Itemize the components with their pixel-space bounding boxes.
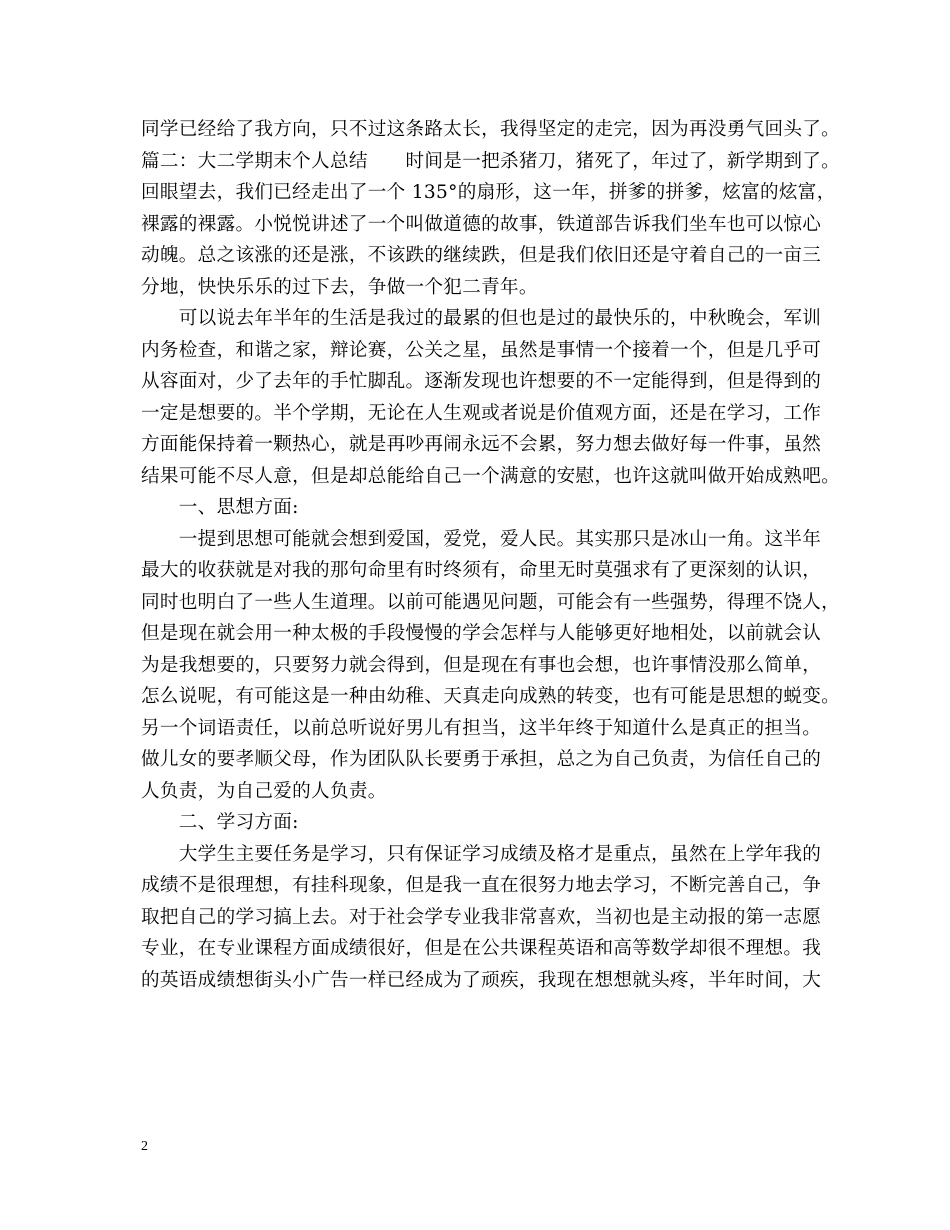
text-line: 从容面对，少了去年的手忙脚乱。逐渐发现也许想要的不一定能得到，但是得到的	[141, 371, 822, 392]
text-line: 大学生主要任务是学习，只有保证学习成绩及格才是重点，虽然在上学年我的	[141, 843, 822, 865]
section-heading-thought: 一、思想方面:	[141, 497, 299, 518]
text-line: 怎么说呢，有可能这是一种由幼稚、天真走向成熟的转变，也有可能是思想的蜕变。	[141, 686, 841, 707]
text-line: 取把自己的学习搞上去。对于社会学专业我非常喜欢，当初也是主动报的第一志愿	[141, 906, 822, 928]
body-text	[141, 114, 841, 996]
text-line: 内务检查，和谐之家，辩论赛，公关之星，虽然是事情一个接着一个，但是几乎可	[141, 339, 822, 361]
text-line: 一定是想要的。半个学期，无论在人生观或者说是价值观方面，还是在学习，工作	[141, 402, 822, 424]
text-line: 篇二：大二学期末个人总结 时间是一把杀猪刀，猪死了，年过了，新学期到了。	[141, 150, 841, 172]
text-line: 同时也明白了一些人生道理。以前可能遇见问题，可能会有一些强势，得理不饶人，	[141, 591, 841, 613]
text-line: 最大的收获就是对我的那句命里有时终须有，命里无时莫强求有了更深刻的认识，	[141, 560, 822, 581]
section-heading-study: 二、学习方面:	[141, 812, 299, 833]
text-line: 回眼望去，我们已经走出了一个 135°的扇形，这一年，拼爹的拼爹，炫富的炫富，	[141, 182, 836, 203]
text-line: 的英语成绩想街头小广告一样已经成为了顽疾，我现在想想就头疼，半年时间，大	[141, 969, 822, 991]
text-line: 做儿女的要孝顺父母，作为团队队长要勇于承担，总之为自己负责，为信任自己的	[141, 749, 822, 770]
text-line: 另一个词语责任，以前总听说好男儿有担当，这半年终于知道什么是真正的担当。	[141, 717, 822, 739]
text-line: 成绩不是很理想，有挂科现象，但是我一直在很努力地去学习，不断完善自己，争	[141, 875, 822, 896]
text-line: 一提到思想可能就会想到爱国，爱党，爱人民。其实那只是冰山一角。这半年	[141, 528, 822, 550]
text-line: 为是我想要的，只要努力就会得到，但是现在有事也会想，也许事情没那么简单，	[141, 654, 822, 676]
text-line: 分地，快快乐乐的过下去，争做一个犯二青年。	[141, 276, 538, 298]
text-line: 专业，在专业课程方面成绩很好，但是在公共课程英语和高等数学却很不理想。我	[141, 938, 822, 959]
text-line: 但是现在就会用一种太极的手段慢慢的学会怎样与人能够更好地相处，以前就会认	[141, 623, 822, 644]
text-line: 可以说去年半年的生活是我过的最累的但也是过的最快乐的，中秋晚会，军训	[141, 308, 822, 329]
text-line: 方面能保持着一颗热心，就是再吵再闹永远不会累，努力想去做好每一件事，虽然	[141, 434, 822, 455]
text-line: 动魄。总之该涨的还是涨，不该跌的继续跌，但是我们依旧还是守着自己的一亩三	[141, 245, 822, 266]
text-line: 结果可能不尽人意，但是却总能给自己一个满意的安慰，也许这就叫做开始成熟吧。	[141, 465, 841, 487]
text-line: 同学已经给了我方向，只不过这条路太长，我得坚定的走完，因为再没勇气回头了。	[141, 119, 841, 140]
page-number: 2	[141, 1139, 148, 1154]
text-line: 人负责，为自己爱的人负责。	[141, 780, 387, 802]
text-line: 裸露的裸露。小悦悦讲述了一个叫做道德的故事，铁道部告诉我们坐车也可以惊心	[141, 213, 822, 235]
